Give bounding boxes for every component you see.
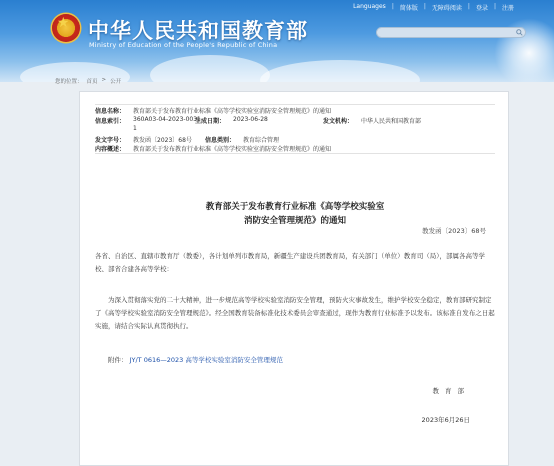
document-title-line1: 教育部关于发布教育行业标准《高等学校实验室 [205, 202, 385, 212]
meta-row-index-cont [95, 125, 495, 135]
meta-label: 发文机构： [323, 117, 354, 125]
breadcrumb-prefix: 您的位置： [55, 79, 83, 85]
meta-label: 信息名称： [95, 108, 126, 115]
attachment-link[interactable]: JY/T 0616—2023 高等学校实验室消防安全管理规范 [129, 356, 283, 364]
languages-link[interactable]: Languages [353, 3, 386, 10]
breadcrumb-separator: > [101, 77, 107, 83]
accessibility-link[interactable]: 无障碍阅读 [431, 5, 462, 12]
national-emblem-icon[interactable]: ★ [52, 14, 80, 42]
issue-date: 2023年6月26日 [421, 416, 470, 424]
meta-value: 2023-06-28 [233, 115, 268, 123]
top-link-bar: Languages | 简体版 | 无障碍阅读 | 登录 | 注册 [353, 3, 514, 12]
login-link[interactable]: 登录 [475, 5, 488, 12]
meta-label: 发文字号： [95, 136, 126, 144]
signature: 教育部 [432, 387, 470, 395]
meta-value: 教育部关于发布教育行业标准《高等学校实验室消防安全管理规范》的通知 [133, 108, 332, 115]
body-paragraph: 为深入贯彻落实党的二十大精神，进一步规范高等学校实验室消防安全管理，预防火灾事故发生，维护学校安全稳定，教育部研究制定了《高等学校实验室消防安全管理规范》。经全国教育装备标准化技术委员会审查通过，现作为教育行业标准予以发布。该标准自发布之日起实施，请结合实际认真贯彻执行。 [95, 296, 495, 330]
meta-value: 教育综合管理 [243, 136, 280, 144]
site-title[interactable]: 中华人民共和国教育部 [88, 18, 308, 43]
search-icon[interactable] [516, 29, 523, 36]
document-number: 教发函〔2023〕68号 [422, 227, 486, 235]
breadcrumb-current[interactable]: 公开 [110, 79, 122, 85]
attachment-line [108, 355, 283, 364]
site-title-english: Ministry of Education of the People's Republic of China [89, 41, 278, 49]
meta-value: 中华人民共和国教育部 [361, 117, 422, 125]
simplified-link[interactable]: 简体版 [399, 5, 418, 12]
meta-row-index [95, 116, 495, 126]
meta-label: 生成日期： [195, 117, 226, 125]
meta-label: 信息类别： [205, 136, 236, 144]
meta-label: 信息索引： [95, 117, 126, 125]
recipients-paragraph: 各省、自治区、直辖市教育厅（教委），各计划单列市教育局，新疆生产建设兵团教育局，有关部门（单位）教育司（局），部属各高等学校、部省合建各高等学校： [95, 252, 485, 273]
meta-value: 教育部关于发布教育行业标准《高等学校实验室消防安全管理规范》的通知 [133, 146, 332, 153]
breadcrumb [55, 77, 121, 85]
meta-row-docno [95, 135, 495, 145]
attachment-label: 附件： [108, 356, 128, 364]
breadcrumb-home[interactable]: 首页 [86, 79, 98, 85]
document-metadata [95, 106, 495, 154]
meta-value: 1 [133, 125, 137, 132]
meta-label: 内容概述： [95, 146, 126, 153]
meta-row-name [95, 106, 495, 116]
cloud-decoration [150, 55, 270, 82]
site-header [0, 0, 554, 82]
meta-value: 教发函〔2023〕68号 [133, 136, 192, 144]
register-link[interactable]: 注册 [501, 5, 514, 12]
divider [95, 104, 495, 105]
divider [95, 153, 495, 154]
meta-value: 360A03-04-2023-0031- [133, 115, 204, 123]
article-panel [79, 91, 509, 466]
search-input[interactable] [376, 27, 526, 38]
document-title-line2: 消防安全管理规范》的通知 [243, 216, 346, 226]
cloud-decoration [260, 60, 420, 82]
